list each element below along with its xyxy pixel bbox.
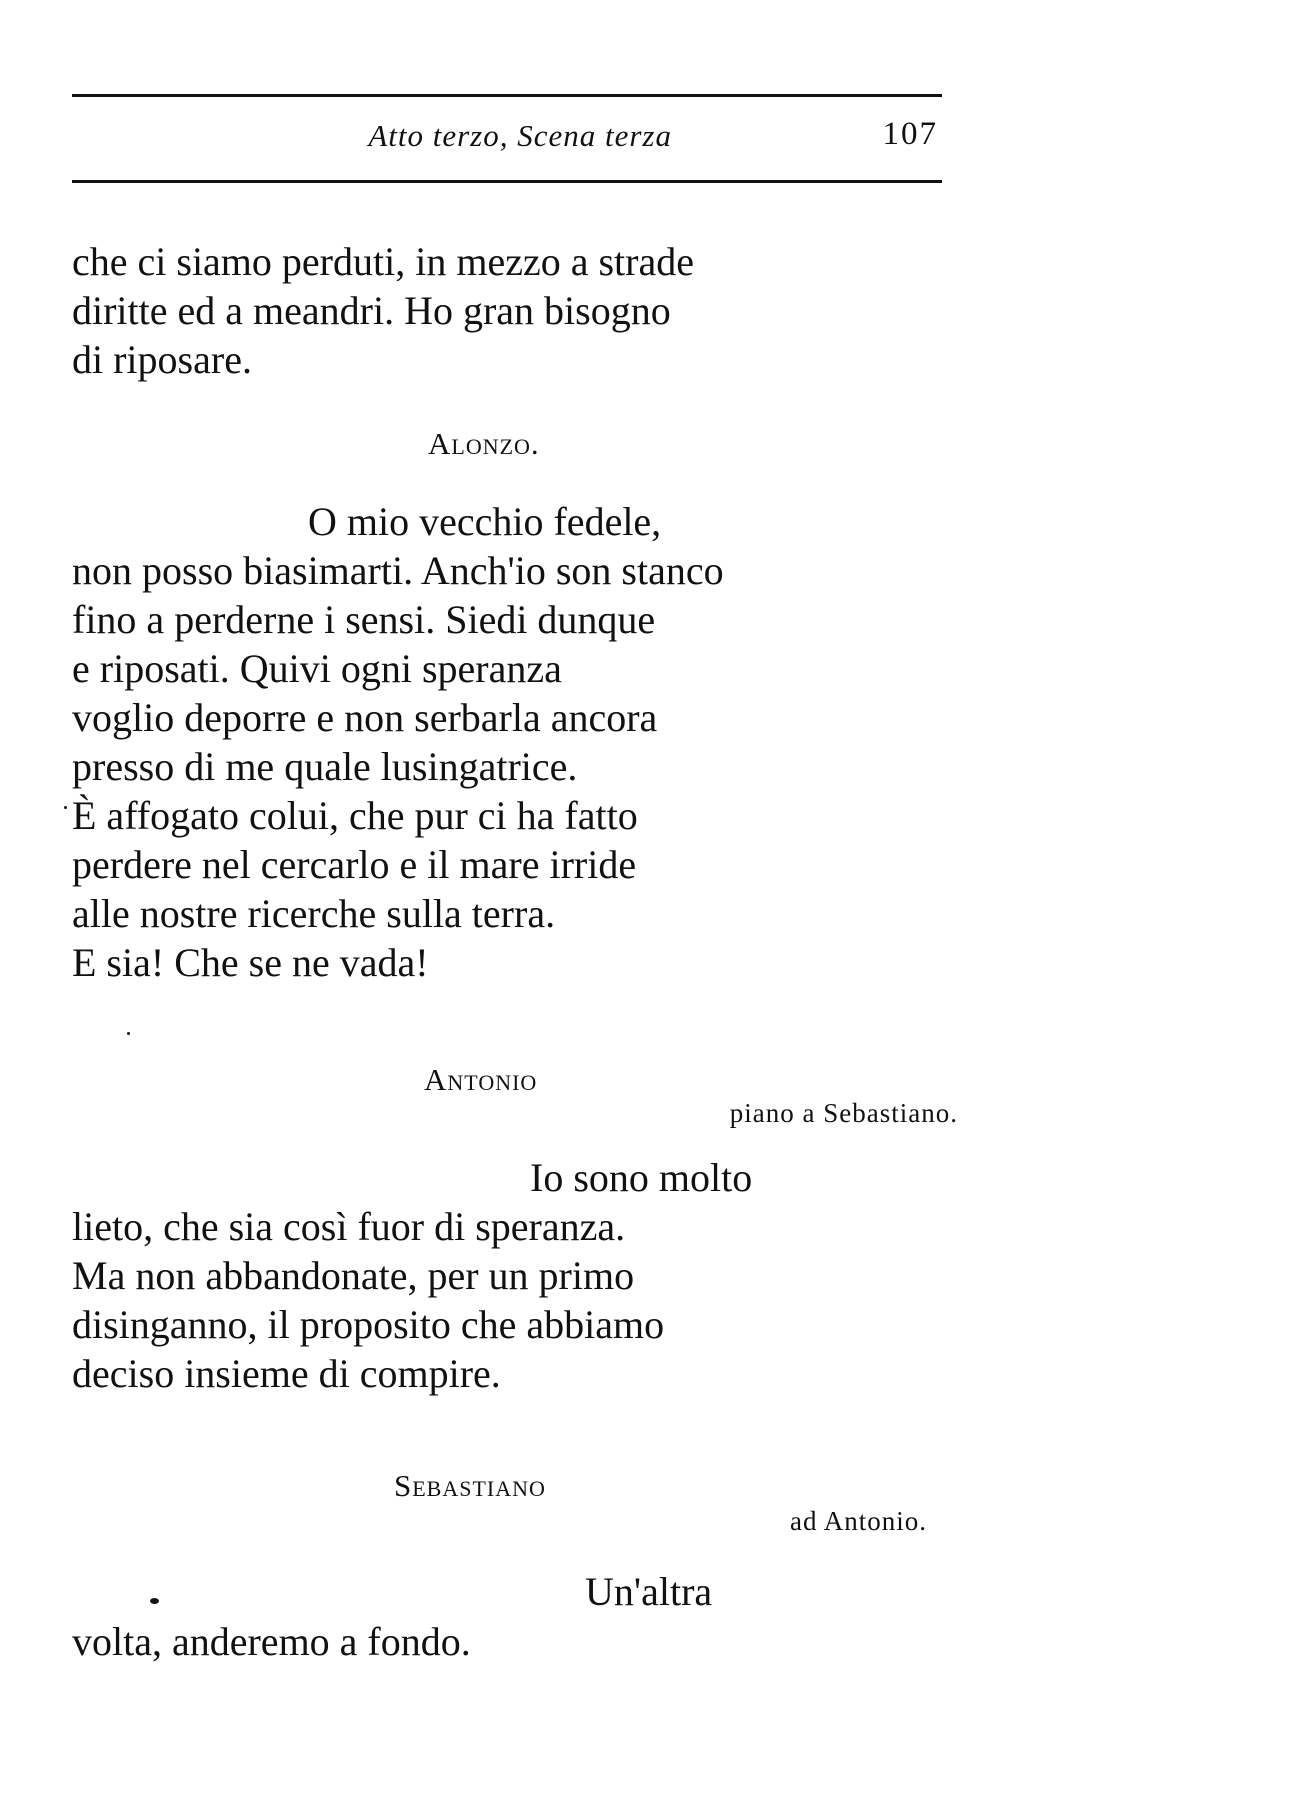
header-rule-top: [72, 94, 942, 97]
ink-speck: [127, 1032, 130, 1035]
verse-line-indented: O mio vecchio fedele,: [308, 499, 662, 544]
verse-line: diritte ed a meandri. Ho gran bisogno: [72, 288, 671, 333]
verse-line: volta, anderemo a fondo.: [72, 1619, 471, 1664]
header-rule-bottom: [72, 180, 942, 183]
ink-speck: [64, 806, 67, 809]
stage-direction: ad Antonio.: [790, 1506, 927, 1536]
stage-direction: piano a Sebastiano.: [729, 1098, 958, 1128]
verse-line: e riposati. Quivi ogni speranza: [72, 646, 562, 691]
verse-line: E sia! Che se ne vada!: [72, 940, 429, 985]
verse-line: voglio deporre e non serbarla ancora: [72, 695, 658, 740]
verse-line: non posso biasimarti. Anch'io son stanco: [72, 548, 724, 593]
verse-line-indented: Un'altra: [585, 1569, 713, 1614]
page-number: 107: [882, 116, 938, 152]
verse-line: disinganno, il proposito che abbiamo: [72, 1302, 665, 1347]
running-title: Atto terzo, Scena terza: [368, 118, 672, 153]
verse-line: lieto, che sia così fuor di speranza.: [72, 1204, 626, 1249]
verse-line: di riposare.: [72, 337, 252, 382]
verse-line: deciso insieme di compire.: [72, 1351, 501, 1396]
verse-line: presso di me quale lusingatrice.: [72, 744, 578, 789]
verse-line-indented: Io sono molto: [530, 1155, 753, 1200]
speaker-name: Antonio: [424, 1062, 538, 1097]
verse-line: È affogato colui, che pur ci ha fatto: [72, 793, 638, 838]
speaker-name: Sebastiano: [394, 1468, 546, 1503]
speaker-name: Alonzo.: [428, 426, 540, 461]
ink-speck: [150, 1598, 159, 1604]
verse-line: alle nostre ricerche sulla terra.: [72, 891, 556, 936]
verse-line: fino a perderne i sensi. Siedi dunque: [72, 597, 656, 642]
verse-line: Ma non abbandonate, per un primo: [72, 1253, 635, 1298]
verse-line: che ci siamo perduti, in mezzo a strade: [72, 239, 694, 284]
verse-line: perdere nel cercarlo e il mare irride: [72, 842, 637, 887]
